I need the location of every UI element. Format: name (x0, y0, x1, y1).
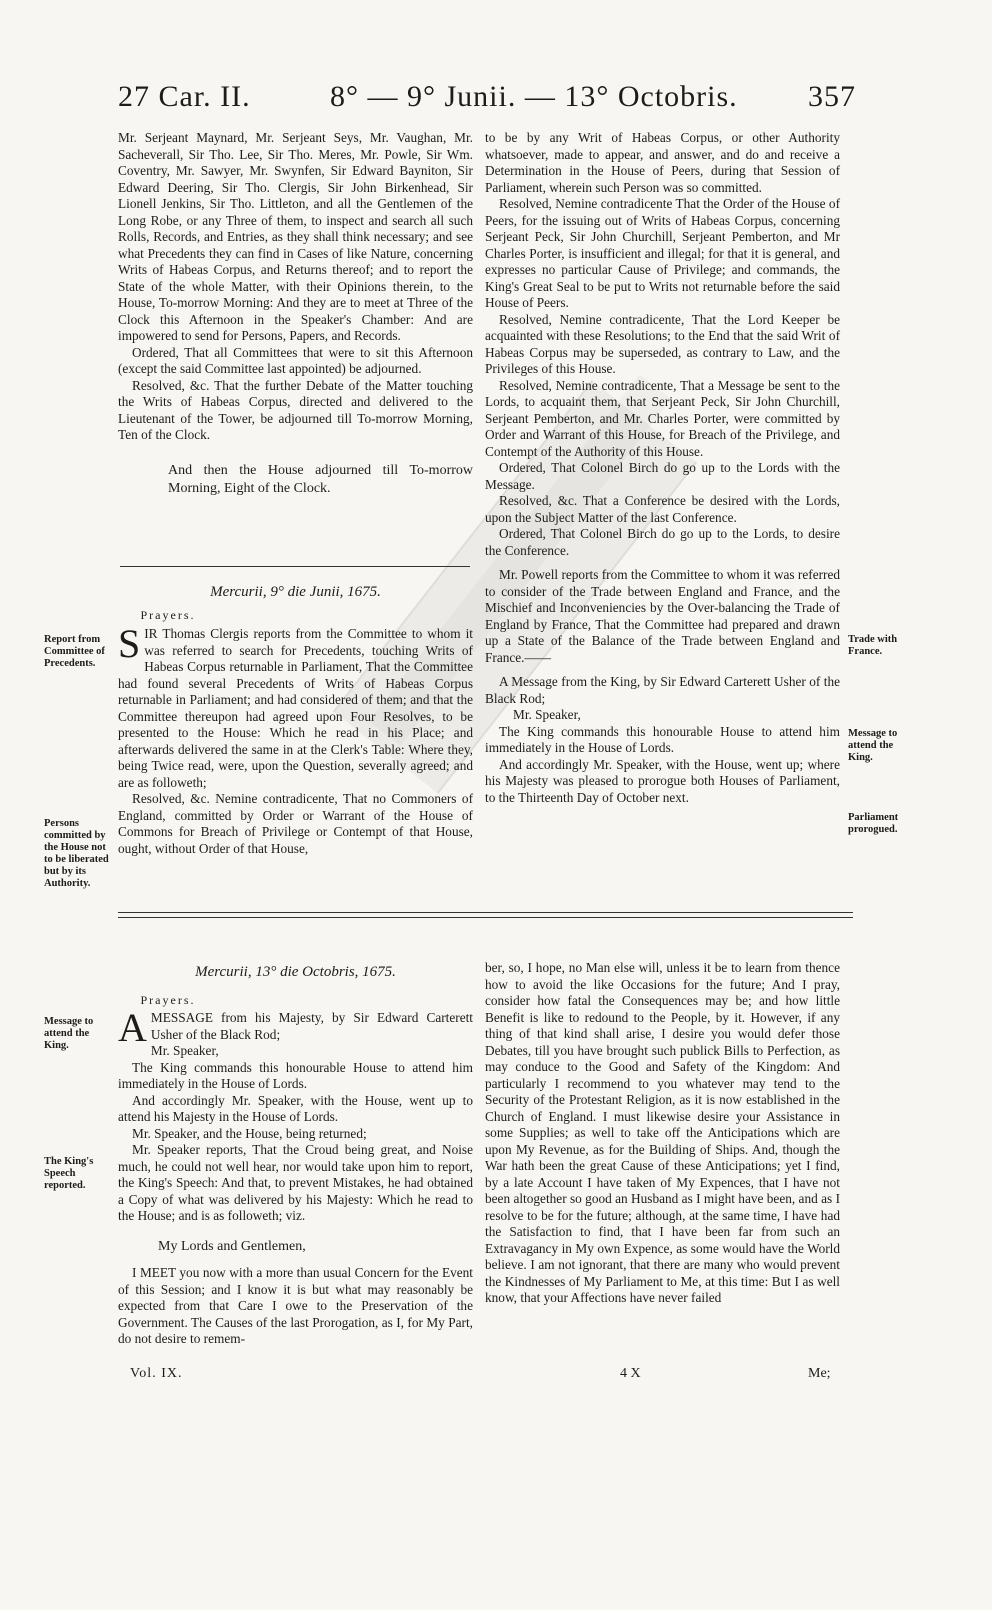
footer-signature: 4 X (620, 1366, 641, 1381)
section-2-date: Mercurii, 13° die Octobris, 1675. (195, 964, 396, 980)
speech-part-2: ber, so, I hope, no Man else will, unless it be to learn from thence how to avoid the like Occasions for the future; And I pray, consider how fatal the Consequences may be; and how little Benefit is like to redound to the People, by it. However, if any thing of that kind shall arise, I desire you would defer those Debates, till you have brought such publick Bills to Perfection, as may conduce to the Good and Safety of the Kingdom: And particularly I recommend to you whatever may tend to the Security of the Protestant Religion, as it is now established in the Church of England. I must likewise desire your Assistance in some Supplies; as well to take off the Anticipations which are upon My Revenue, as for the Building of Ships. And, though the War hath been the great Cause of these Anticipations; yet I find, by a late Account I have taken of My Expences, that I have not been altogether so good an Husband as I might have been, and as I resolve to be for the future; although, at the same time, I have had the Satisfaction to find, that I have been far from such an Extravagancy in My own Expence, as some would have the World believe. I am not ignorant, that there are many who would prevent the Kindnesses of My Parliament to Me, at this time: But I as well know, that your Affections have never failed (485, 960, 840, 1305)
running-header (118, 80, 856, 130)
margin-kings-speech: The King's Speech reported. (44, 1156, 94, 1191)
clergis-report: IR Thomas Clergis reports from the Committee to whom it was referred to search for Precedents, touching Writs of Habeas Corpus returnable in Parliament, That the Committee had found several Precedents of Writs of Habeas Corpus returnable in Parliament; and had considered of them; and that the Committee thereupon had agreed upon Four Resolves, to be presented to the House: Which he read in his Place; and afterwards delivered the same in at the Clerk's Table: Where they, being Twice read, were, upon the Question, severally agreed; and are as followeth; (118, 626, 473, 790)
section-1-body (118, 621, 473, 857)
section-1-prayers: Prayers. (140, 608, 196, 622)
prorogation: And accordingly Mr. Speaker, with the House, went up; where his Majesty was pleased to prorogue both Houses of Parliament, to the Thirteenth Day of October next. (485, 756, 840, 805)
section-1-date: Mercurii, 9° die Junii, 1675. (210, 584, 381, 600)
header-date-range: 8° — 9° Junii. — 13° Octobris. (330, 80, 738, 113)
upper-right-column (485, 130, 840, 806)
resolved-order-peers: Resolved, Nemine contradicente That the Order of the House of Peers, for the issuing out of Writs of Habeas Corpus, concerning Serjeant Peck, Sir John Churchill, Serjeant Pemberton, and Mr Charles Porter, is insufficient and illegal; for that it is general, and expresses no particular Cause of Privilege; and commands, the King's Great Seal to be put to Writs not returnable before the said House of Peers. (485, 196, 840, 310)
dropcap-a: A (118, 1005, 147, 1050)
king-commands-1: The King commands this honourable House to attend him immediately in the House of Lords. (485, 723, 840, 755)
mr-speaker-2: Mr. Speaker, (150, 1043, 219, 1058)
section-divider-double (118, 912, 853, 918)
resolved-conference: Resolved, &c. That a Conference be desired with the Lords, upon the Subject Matter of the last Conference. (485, 493, 840, 525)
margin-report-committee: Report from Committee of Precedents. (44, 634, 105, 669)
speaker-reports-speech: Mr. Speaker reports, That the Croud being great, and Noise much, he could not well hear, nor would take upon him to report, the King's Speech: And that, to prevent Mistakes, he had obtained a Copy of what was delivered by his Majesty: Which he read to the House; and is as followeth; viz. (118, 1142, 473, 1223)
speaker-went-up: And accordingly Mr. Speaker, with the House, went up to attend his Majesty in the House of Lords. (118, 1092, 473, 1124)
resolved-habeas-adjourn: Resolved, &c. That the further Debate of the Matter touching the Writs of Habeas Corpus, directed and delivered to the Lieutenant of the Tower, be adjourned till To-morrow Morning, Ten of the Clock. (118, 377, 473, 442)
committee-members-paragraph: Mr. Serjeant Maynard, Mr. Serjeant Seys, Mr. Vaughan, Mr. Sacheverall, Sir Tho. Lee, Sir Tho. Meres, Mr. Powle, Sir Wm. Coventry, Mr. Sawyer, Mr. Swynfen, Sir Edward Bayniton, Sir Edward Deering, Sir Tho. Clergis, Sir John Birkenhead, Sir Lionell Jenkins, Sir Tho. Littleton, and all the Gentlemen of the Long Robe, or any Three of them, to inspect and search all such Rolls, Records, and Entries, as they shall think necessary; and see what Precedents they can find in Cases of like Nature, concerning Writs of Habeas Corpus, and Returns thereof; and to report the State of the whole Matter, with their Opinions therein, to the House, To-morrow Morning: And they are to meet at Three of the Clock this Afternoon in the Speaker's Chamber: And are impowered to send for Persons, Papers, and Records. (118, 130, 473, 343)
ordered-adjourn-committees: Ordered, That all Committees that were to sit this Afternoon (except the said Committee last appointed) be adjourned. (118, 344, 473, 376)
resolved-lord-keeper: Resolved, Nemine contradicente, That the Lord Keeper be acquainted with these Resolutions; to the End that the said Writ of Habeas Corpus may be superseded, as contrary to Law, and the Privileges of this House. (485, 311, 840, 376)
ordered-birch-conference: Ordered, That Colonel Birch do go up to the Lords, to desire the Conference. (485, 526, 840, 558)
footer-volume: Vol. IX. (130, 1366, 183, 1381)
king-commands-2: The King commands this honourable House to attend him immediately in the House of Lords. (118, 1059, 473, 1091)
dropcap-s: S (118, 621, 141, 666)
section-2-prayers: Prayers. (140, 993, 196, 1007)
ordered-birch-message: Ordered, That Colonel Birch do go up to the Lords with the Message. (485, 460, 840, 492)
section-divider-1 (120, 566, 470, 567)
salutation: My Lords and Gentlemen, (158, 1238, 306, 1254)
lower-right-column (485, 960, 840, 1307)
footer-catchword: Me; (808, 1366, 831, 1381)
margin-message-king-2: Message to attend the King. (44, 1016, 94, 1051)
message-black-rod: A Message from the King, by Sir Edward Carterett Usher of the Black Rod; (485, 674, 840, 706)
margin-prorogued: Parliament prorogued. (848, 812, 899, 835)
speech-part-1: I MEET you now with a more than usual Concern for the Event of this Session; and I know it is but what may reasonably be expected from that Care I owe to the Preservation of the Government. The Causes of the last Prorogation, as I, for My Part, do not desire to remem- (118, 1265, 473, 1346)
margin-trade-france: Trade with France. (848, 634, 898, 657)
message-majesty: MESSAGE from his Majesty, by Sir Edward Carterett Usher of the Black Rod; (150, 1010, 473, 1042)
resolved-commoners: Resolved, &c. Nemine contradicente, That no Commoners of England, committed by Order or Warrant of the House of Commons for Breach of Privilege or Contempt of that House, ought, without Order of that House, (118, 791, 473, 856)
section-2-body (118, 1005, 473, 1348)
page-number: 357 (808, 80, 856, 113)
header-regnal-year: 27 Car. II. (118, 80, 251, 113)
mr-speaker-1: Mr. Speaker, (513, 707, 581, 722)
upper-left-column (118, 130, 473, 498)
powell-trade-report: Mr. Powell reports from the Committee to whom it was referred to consider of the Trade between England and France, and the Mischief and Inconveniencies by the Over-balancing the Trade of England by France, That the Committee had prepared and drawn up a State of the Balance of the Trade between England and France.—— (485, 567, 840, 665)
house-adjourned-1: And then the House adjourned till To-morrow Morning, Eight of the Clock. (168, 462, 473, 496)
resolved-message-lords: Resolved, Nemine contradicente, That a Message be sent to the Lords, to acquaint them, that Serjeant Peck, Sir John Churchill, Serjeant Pemberton, and Mr. Charles Porter, were committed by Order and Warrant of this House, for Breach of the Privilege, and Contempt of the Authority of this House. (485, 377, 840, 459)
margin-persons-committed: Persons committed by the House not to be liberated but by its Authority. (44, 818, 109, 889)
habeas-continuation: to be by any Writ of Habeas Corpus, or other Authority whatsoever, made to appear, and answer, and do and receive a Determination in the House of Peers, during that Session of Parliament, wherein such Person was so committed. (485, 130, 840, 195)
margin-message-king-1: Message to attend the King. (848, 728, 898, 763)
house-returned: Mr. Speaker, and the House, being returned; (132, 1125, 367, 1141)
